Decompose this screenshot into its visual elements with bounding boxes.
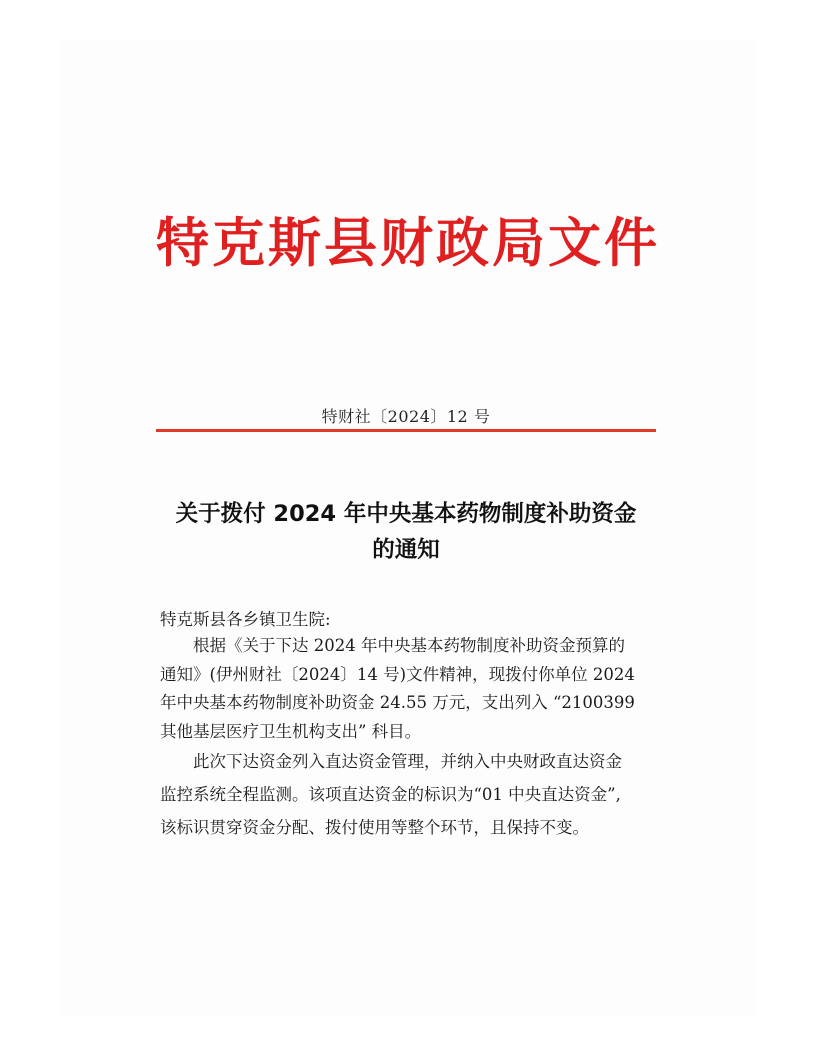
document-number: 特财社〔2024〕12 号	[321, 407, 491, 426]
notice-title	[156, 496, 656, 568]
paragraph-line: 通知》(伊州财社〔2024〕14 号)文件精神，现拨付你单位 2024	[160, 664, 635, 684]
paragraph-line: 此次下达资金列入直达资金管理，并纳入中央财政直达资金	[193, 752, 622, 771]
body-paragraph-1	[160, 632, 660, 746]
paragraph-line: 其他基层医疗卫生机构支出” 科目。	[160, 721, 422, 741]
notice-title-line-1: 关于拨付 2024 年中央基本药物制度补助资金	[175, 501, 637, 527]
salutation: 特克斯县各乡镇卫生院:	[160, 610, 331, 629]
masthead-title: 特克斯县财政局文件	[156, 212, 660, 274]
red-divider-line	[156, 429, 656, 432]
paragraph-line: 根据《关于下达 2024 年中央基本药物制度补助资金预算的	[193, 636, 625, 655]
paragraph-line: 该标识贯穿资金分配、拨付使用等整个环节，且保持不变。	[160, 818, 589, 837]
paragraph-line: 年中央基本药物制度补助资金 24.55 万元，支出列入 “2100399	[160, 693, 635, 712]
notice-title-line-2: 的通知	[372, 537, 440, 563]
paragraph-line: 监控系统全程监测。该项直达资金的标识为“01 中央直达资金”,	[160, 785, 621, 804]
body-paragraph-2	[160, 745, 660, 844]
